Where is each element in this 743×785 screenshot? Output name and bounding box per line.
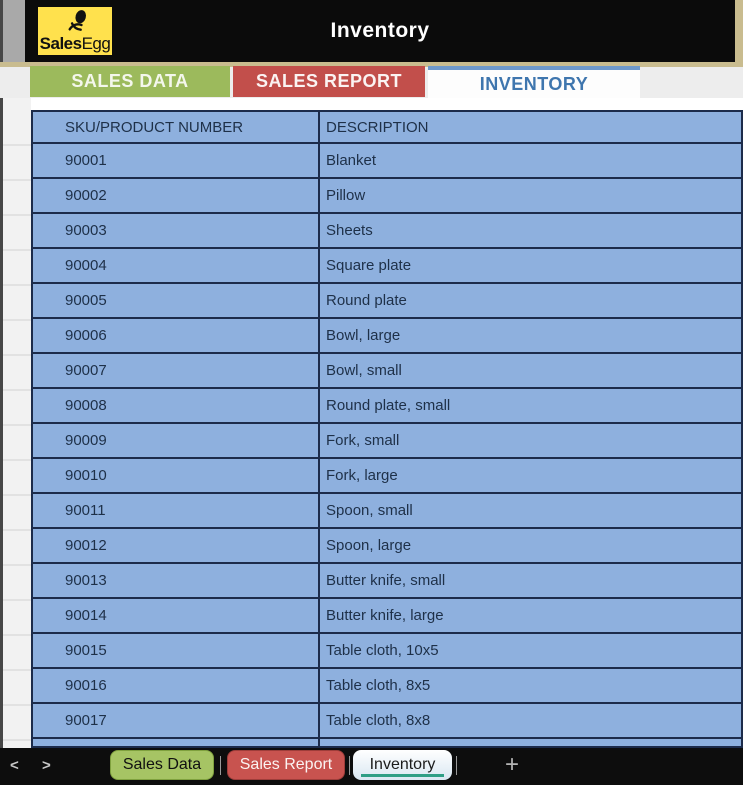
table-row-partial[interactable] <box>33 739 741 748</box>
description-cell[interactable]: Round plate, small <box>326 397 451 414</box>
logo-wordmark-egg: Egg <box>81 34 111 53</box>
sheet-tab-separator <box>456 756 457 775</box>
description-cell[interactable]: Square plate <box>326 257 412 274</box>
sku-cell[interactable]: 90002 <box>33 179 320 212</box>
description-cell[interactable]: Bowl, small <box>326 362 402 379</box>
column-header-sku[interactable]: SKU/PRODUCT NUMBER <box>33 112 320 142</box>
description-cell[interactable]: Blanket <box>326 152 377 169</box>
table-row[interactable] <box>33 704 741 739</box>
description-cell[interactable]: Spoon, small <box>326 502 413 519</box>
salesegg-logo <box>35 4 115 58</box>
sku-cell[interactable]: 90014 <box>33 599 320 632</box>
sheet-tab-bar <box>0 748 743 785</box>
description-cell[interactable]: Table cloth, 10x5 <box>326 642 439 659</box>
table-row[interactable] <box>33 459 741 494</box>
sku-cell[interactable]: 90010 <box>33 459 320 492</box>
sku-cell[interactable]: 90015 <box>33 634 320 667</box>
sku-cell[interactable]: 90012 <box>33 529 320 562</box>
description-cell[interactable]: Table cloth, 8x5 <box>326 677 431 694</box>
table-row[interactable] <box>33 319 741 354</box>
next-sheet-icon[interactable]: > <box>42 757 51 774</box>
sku-cell[interactable]: 90007 <box>33 354 320 387</box>
prev-sheet-icon[interactable]: < <box>10 757 19 774</box>
description-cell[interactable]: Table cloth, 8x8 <box>326 712 431 729</box>
sku-cell[interactable]: 90005 <box>33 284 320 317</box>
sku-cell[interactable]: 90001 <box>33 144 320 177</box>
description-cell[interactable]: Bowl, large <box>326 327 401 344</box>
table-row[interactable] <box>33 494 741 529</box>
sku-cell[interactable]: 90004 <box>33 249 320 282</box>
description-cell[interactable] <box>320 739 741 748</box>
table-row[interactable] <box>33 249 741 284</box>
table-row[interactable] <box>33 284 741 319</box>
sheet-tab-separator <box>220 756 221 775</box>
sheet-tab-sales-data[interactable]: Sales Data <box>110 750 214 780</box>
table-row[interactable] <box>33 564 741 599</box>
inventory-table <box>31 110 743 748</box>
sheet-tab-sales-report[interactable]: Sales Report <box>227 750 345 780</box>
description-cell[interactable]: Round plate <box>326 292 407 309</box>
description-cell[interactable]: Butter knife, small <box>326 572 446 589</box>
egg-icon <box>62 8 94 43</box>
description-cell[interactable]: Pillow <box>326 187 366 204</box>
description-cell[interactable]: Butter knife, large <box>326 607 444 624</box>
table-row[interactable] <box>33 389 741 424</box>
table-row[interactable] <box>33 179 741 214</box>
title-header-bar <box>25 0 735 62</box>
description-cell[interactable]: Fork, small <box>326 432 400 449</box>
table-row[interactable] <box>33 144 741 179</box>
sku-cell[interactable]: 90017 <box>33 704 320 737</box>
description-cell[interactable]: Spoon, large <box>326 537 412 554</box>
sku-cell[interactable]: 90003 <box>33 214 320 247</box>
table-row[interactable] <box>33 529 741 564</box>
sku-cell[interactable]: 90011 <box>33 494 320 527</box>
table-row[interactable] <box>33 599 741 634</box>
column-header-description[interactable]: DESCRIPTION <box>326 118 429 136</box>
row-header-rail <box>3 98 31 748</box>
sku-cell[interactable]: 90008 <box>33 389 320 422</box>
logo-wordmark-sales: Sales <box>39 34 82 53</box>
sku-cell[interactable]: 90013 <box>33 564 320 597</box>
description-cell[interactable]: Sheets <box>326 222 373 239</box>
header-right-edge <box>735 0 743 70</box>
tab-sales-data[interactable]: SALES DATA <box>30 66 230 97</box>
page-title: Inventory <box>330 19 430 42</box>
tab-inventory[interactable]: INVENTORY <box>428 66 640 98</box>
table-header-row <box>33 112 741 144</box>
sheet-tab-inventory[interactable]: Inventory <box>353 750 452 780</box>
sku-cell[interactable]: 90009 <box>33 424 320 457</box>
add-sheet-button[interactable]: + <box>505 751 520 778</box>
table-row[interactable] <box>33 214 741 249</box>
sku-cell[interactable]: 90016 <box>33 669 320 702</box>
table-row[interactable] <box>33 424 741 459</box>
top-left-corner <box>3 0 25 62</box>
table-row[interactable] <box>33 354 741 389</box>
description-cell[interactable]: Fork, large <box>326 467 398 484</box>
sheet-tab-separator <box>349 756 350 775</box>
sku-cell[interactable] <box>33 739 320 748</box>
table-row[interactable] <box>33 669 741 704</box>
table-row[interactable] <box>33 634 741 669</box>
sku-cell[interactable]: 90006 <box>33 319 320 352</box>
tab-sales-report[interactable]: SALES REPORT <box>233 66 425 97</box>
inventory-table-body <box>33 144 741 748</box>
